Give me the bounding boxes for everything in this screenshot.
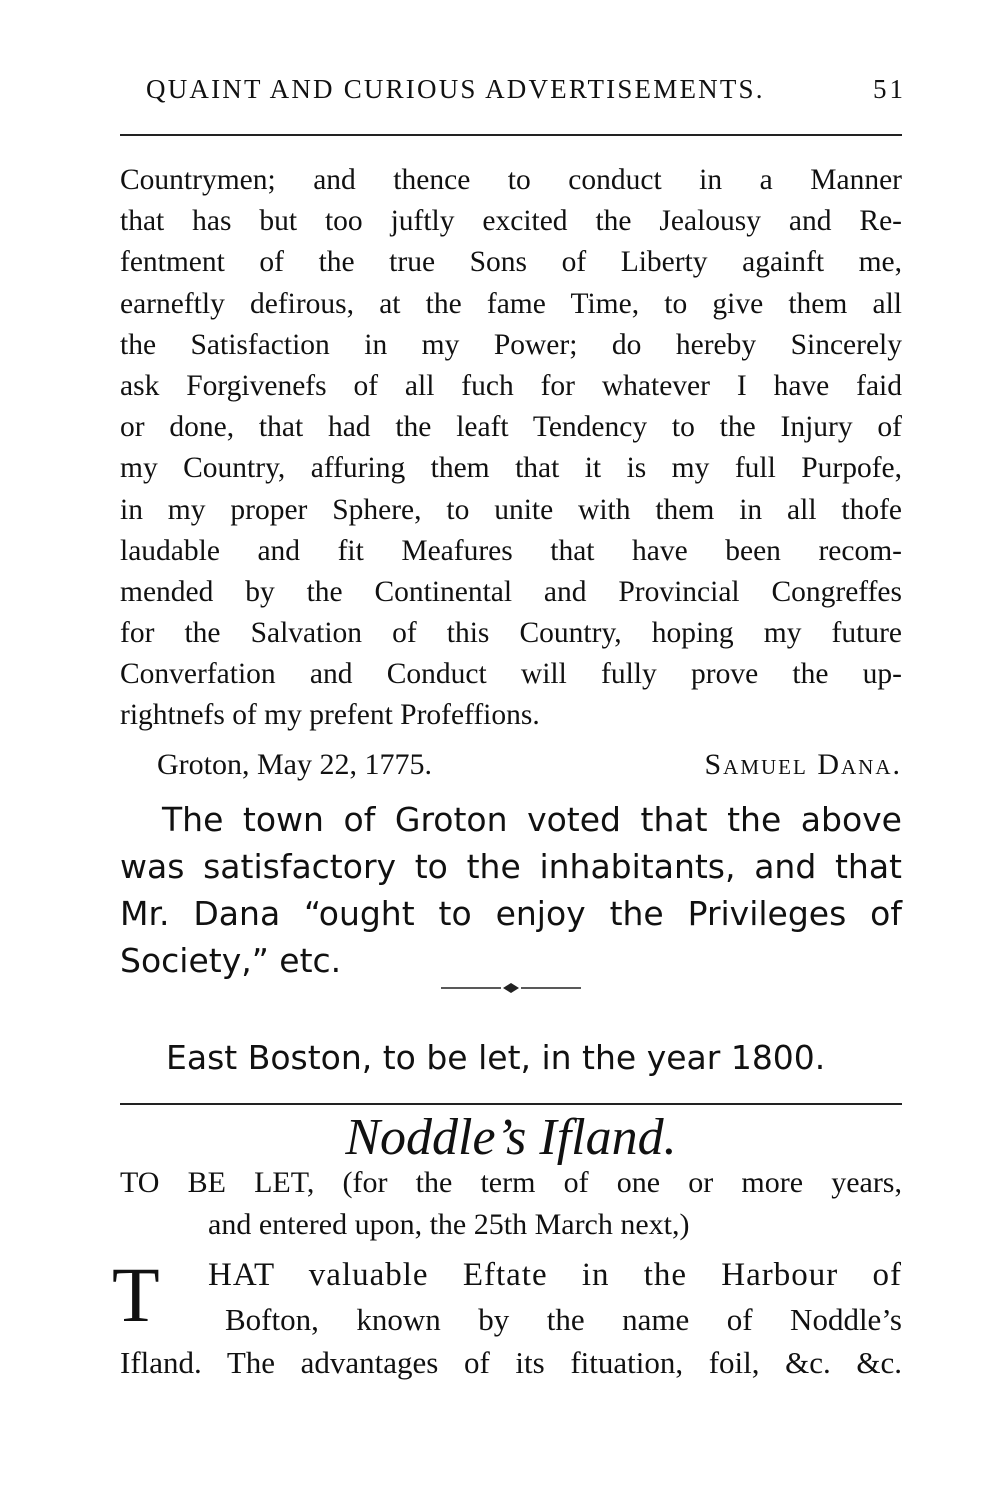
note-line: Mr. Dana “ought to enjoy the Privileges of	[120, 894, 902, 933]
ad-text: HAT valuable Eftate in the Harbour of	[208, 1257, 902, 1293]
text-line: Countrymen; and thence to conduct in a Manner	[120, 164, 902, 196]
header-rule	[120, 134, 902, 136]
ad-text: Ifland. The advantages of its fituation, foil, &c. &c.	[120, 1345, 902, 1380]
town-vote-note	[120, 796, 902, 984]
note-line: The town of Groton voted that the above	[162, 800, 902, 839]
advertisement-body-line	[225, 1302, 902, 1344]
ad-text: Bofton, known by the name of Noddle’s	[225, 1302, 902, 1337]
running-head-title: QUAINT AND CURIOUS ADVERTISEMENTS.	[146, 74, 765, 104]
text-line: earneftly defirous, at the fame Time, to give them all	[120, 287, 902, 320]
advertisement-title: Noddle’s Ifland.	[345, 1109, 677, 1166]
text-line: fentment of the true Sons of Liberty againft me,	[120, 246, 902, 279]
advertisement-body-line	[208, 1257, 902, 1299]
note-line: was satisfactory to the inhabitants, and that	[120, 847, 902, 886]
to-let-line: and entered upon, the 25th March next,)	[208, 1208, 690, 1241]
text-line: for the Salvation of this Country, hoping my future	[120, 617, 902, 650]
page-number: 51	[873, 74, 906, 104]
text-line: mended by the Continental and Provincial Congreffes	[120, 575, 902, 608]
text-line: or done, that had the leaft Tendency to the Injury of	[120, 411, 902, 444]
signature-place-date: Groton, May 22, 1775.	[157, 748, 432, 781]
text-line: in my proper Sphere, to unite with them in all thofe	[120, 493, 902, 526]
text-line: that has but too juftly excited the Jealousy and Re-	[120, 205, 902, 238]
text-line: laudable and fit Meafures that have been recom-	[120, 534, 902, 567]
apology-text	[120, 160, 902, 737]
text-line: ask Forgivenefs of all fuch for whatever I have faid	[120, 369, 902, 402]
note-line: Society,” etc.	[120, 941, 342, 980]
section-divider-ornament	[441, 980, 581, 996]
drop-cap: T	[112, 1251, 160, 1338]
text-line: Converfation and Conduct will fully prove the up-	[120, 658, 902, 691]
text-line: my Country, affuring them that it is my full Purpofe,	[120, 452, 902, 485]
text-line: the Satisfaction in my Power; do hereby Sincerely	[120, 328, 902, 361]
advertisement-body-line	[120, 1345, 902, 1387]
to-let-line: TO BE LET, (for the term of one or more years,	[120, 1166, 902, 1199]
text-line: rightnefs of my prefent Profeffions.	[120, 699, 540, 732]
signature-name: Samuel Dana.	[704, 748, 902, 781]
section-heading: East Boston, to be let, in the year 1800.	[166, 1038, 826, 1077]
advertisement-rule	[120, 1103, 902, 1105]
